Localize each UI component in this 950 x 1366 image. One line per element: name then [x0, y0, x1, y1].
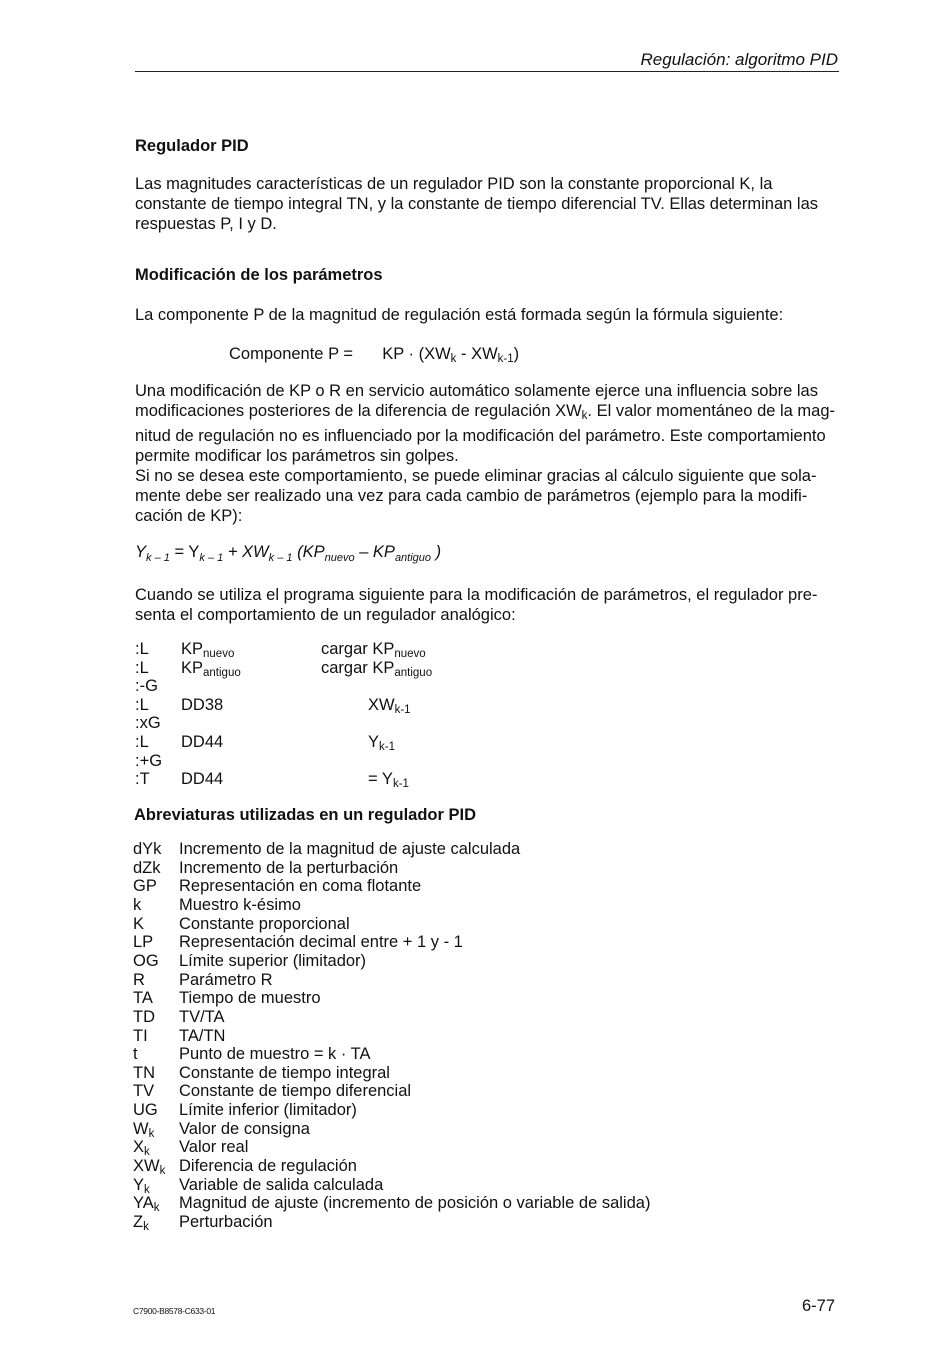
abbreviation-key: TD: [133, 1007, 155, 1026]
formula-term: KP: [382, 345, 404, 363]
paragraph-line: Una modificación de KP o R en servicio automático solamente ejerce una influencia sobre las: [135, 382, 818, 400]
paragraph-line: nitud de regulación no es influenciado por la modificación del parámetro. Este comportamiento: [135, 427, 826, 445]
formula-subscript: k-1: [497, 353, 514, 365]
paragraph-line: mente debe ser realizado una vez para cada cambio de parámetros (ejemplo para la modifi-: [135, 487, 808, 505]
abbreviation-description: TA/TN: [179, 1026, 226, 1045]
paragraph-line: senta el comportamiento de un regulador analógico:: [135, 606, 516, 624]
paragraph-line: respuestas P, I y D.: [135, 215, 277, 233]
formula-label: Componente P =: [229, 345, 353, 363]
abbreviation-key: OG: [133, 951, 159, 970]
formula-term: = Y: [169, 543, 200, 561]
abbreviation-key: $XW_k$: [133, 1157, 166, 1178]
formula-intro: La componente P de la magnitud de regulación está formada según la fórmula siguiente:: [135, 306, 784, 324]
formula-term: + XW: [223, 543, 269, 561]
abbreviation-description: Tiempo de muestro: [179, 989, 321, 1008]
multiply-dot: ·: [408, 345, 414, 363]
abbreviation-key: TV: [133, 1082, 155, 1101]
abbreviation-key: $Z_k$: [133, 1213, 149, 1233]
abbreviation-key: k: [133, 895, 142, 914]
section-heading-modificacion: Modificación de los parámetros: [135, 266, 383, 284]
abbreviation-key: GP: [133, 877, 157, 896]
program-operand: DD44: [181, 770, 224, 789]
document-code: C7900-B8578-C633-01: [133, 1306, 216, 1316]
abbreviation-key: TI: [133, 1026, 148, 1045]
program-comment: cargar $KP_{nuevo}$: [321, 640, 426, 660]
formula-subscript: k – 1: [268, 552, 293, 564]
program-opcode: :L: [135, 695, 149, 714]
abbreviation-key: $X_k$: [133, 1138, 150, 1159]
abbreviation-description: Constante de tiempo integral: [179, 1063, 390, 1082]
program-operand: DD38: [181, 695, 224, 714]
abbreviation-key: t: [133, 1045, 138, 1064]
abbreviation-description: Límite inferior (limitador): [179, 1101, 357, 1120]
abbreviation-description: Parámetro R: [179, 970, 273, 989]
abbreviation-description: Perturbación: [179, 1213, 273, 1231]
explanation-paragraph: [135, 381, 835, 526]
program-operand: $KP_{nuevo}$: [181, 640, 235, 660]
formula-subscript: k – 1: [199, 552, 224, 564]
abbreviation-key: K: [133, 914, 145, 933]
program-opcode: :xG: [135, 714, 161, 733]
formula-subscript: antiguo: [394, 552, 432, 564]
abbreviation-description: Valor de consigna: [179, 1119, 310, 1138]
abbreviation-key: dZk: [133, 858, 161, 877]
abbreviation-description: Constante de tiempo diferencial: [179, 1082, 412, 1101]
abbreviation-key: $W_k$: [133, 1119, 155, 1140]
abbreviation-description: Incremento de la perturbación: [179, 858, 399, 877]
formula-term: (KP: [292, 543, 325, 561]
program-comment: cargar $KP_{antiguo}$: [321, 658, 433, 679]
program-comment: $XW_{k-1}$: [368, 695, 411, 716]
formula-term: (XW: [418, 345, 451, 363]
program-opcode: :L: [135, 640, 149, 658]
section-heading-abreviaturas: Abreviaturas utilizadas en un regulador PID: [134, 806, 476, 824]
program-opcode: :L: [135, 733, 149, 751]
paragraph-line: permite modificar los parámetros sin golpes.: [135, 447, 459, 465]
abbreviation-description: Diferencia de regulación: [179, 1157, 357, 1176]
page-number: 6-77: [801, 1297, 835, 1315]
abbreviation-description: Magnitud de ajuste (incremento de posición o variable de salida): [179, 1194, 651, 1213]
formula-subscript: k – 1: [146, 552, 170, 564]
program-operand: $KP_{antiguo}$: [181, 658, 241, 679]
program-opcode: :L: [135, 658, 149, 677]
formula-subscript: nuevo: [324, 552, 355, 564]
abbreviation-key: $Y_k$: [133, 1175, 150, 1196]
abbreviation-key: dYk: [133, 840, 162, 858]
intro-paragraph: [135, 174, 818, 234]
abbreviation-key: TN: [133, 1063, 155, 1082]
program-intro: [135, 585, 817, 625]
formula-componente-p: [229, 344, 519, 369]
abbreviation-description: Muestro k-ésimo: [179, 895, 301, 914]
line-text: . El valor momentáneo de la mag-: [587, 402, 836, 420]
abbreviation-description: TV/TA: [179, 1007, 225, 1026]
abbreviation-key: LP: [133, 933, 154, 952]
abbreviation-description: Límite superior (limitador): [179, 951, 367, 970]
formula-term: Y: [135, 543, 147, 561]
paragraph-line: Si no se desea este comportamiento, se puede eliminar gracias al cálculo siguiente que sola-: [135, 467, 817, 485]
program-comment: $Y_{k-1}$: [368, 733, 395, 753]
abbreviation-description: Constante proporcional: [179, 914, 350, 933]
paragraph-line: constante de tiempo integral TN, y la constante de tiempo diferencial TV. Ellas determinan las: [135, 195, 818, 213]
header-rule: [135, 71, 839, 72]
abbreviation-key: UG: [133, 1101, 158, 1120]
abbreviation-description: Representación decimal entre + 1 y - 1: [179, 933, 463, 952]
abbreviation-key: TA: [133, 989, 153, 1008]
abbreviation-key: R: [133, 970, 145, 989]
formula-term: ): [513, 345, 520, 363]
abbreviation-description: Representación en coma flotante: [179, 877, 422, 896]
running-header: Regulación: algoritmo PID: [640, 50, 838, 69]
paragraph-line: Las magnitudes características de un regulador PID son la constante proporcional K, la: [135, 175, 773, 193]
line-text: modificaciones posteriores de la diferencia de regulación XW: [135, 402, 582, 420]
abbreviation-description: Incremento de la magnitud de ajuste calculada: [179, 840, 521, 858]
abbreviation-description: Punto de muestro = k · TA: [179, 1045, 371, 1064]
paragraph-line: Cuando se utiliza el programa siguiente para la modificación de parámetros, el regulador pre-: [135, 586, 818, 604]
abbreviation-description: Variable de salida calculada: [179, 1175, 384, 1194]
formula-term: – KP: [354, 543, 395, 561]
section-heading-regulador: Regulador PID: [135, 137, 249, 155]
formula-term: ): [431, 543, 442, 561]
paragraph-line: [135, 401, 835, 426]
abbreviation-key: $YA_k$: [133, 1194, 160, 1215]
program-comment: = $Y_{k-1}$: [368, 770, 409, 791]
program-opcode: :+G: [135, 751, 163, 770]
abbreviation-description: Valor real: [179, 1138, 249, 1157]
line-subscript: k: [581, 410, 588, 422]
program-opcode: :-G: [135, 677, 158, 696]
formula-subscript: k: [450, 353, 457, 365]
formula-yk: [135, 543, 441, 564]
program-opcode: :T: [135, 770, 150, 789]
paragraph-line: cación de KP):: [135, 507, 243, 525]
program-operand: DD44: [181, 733, 224, 751]
formula-term: - XW: [456, 345, 498, 363]
